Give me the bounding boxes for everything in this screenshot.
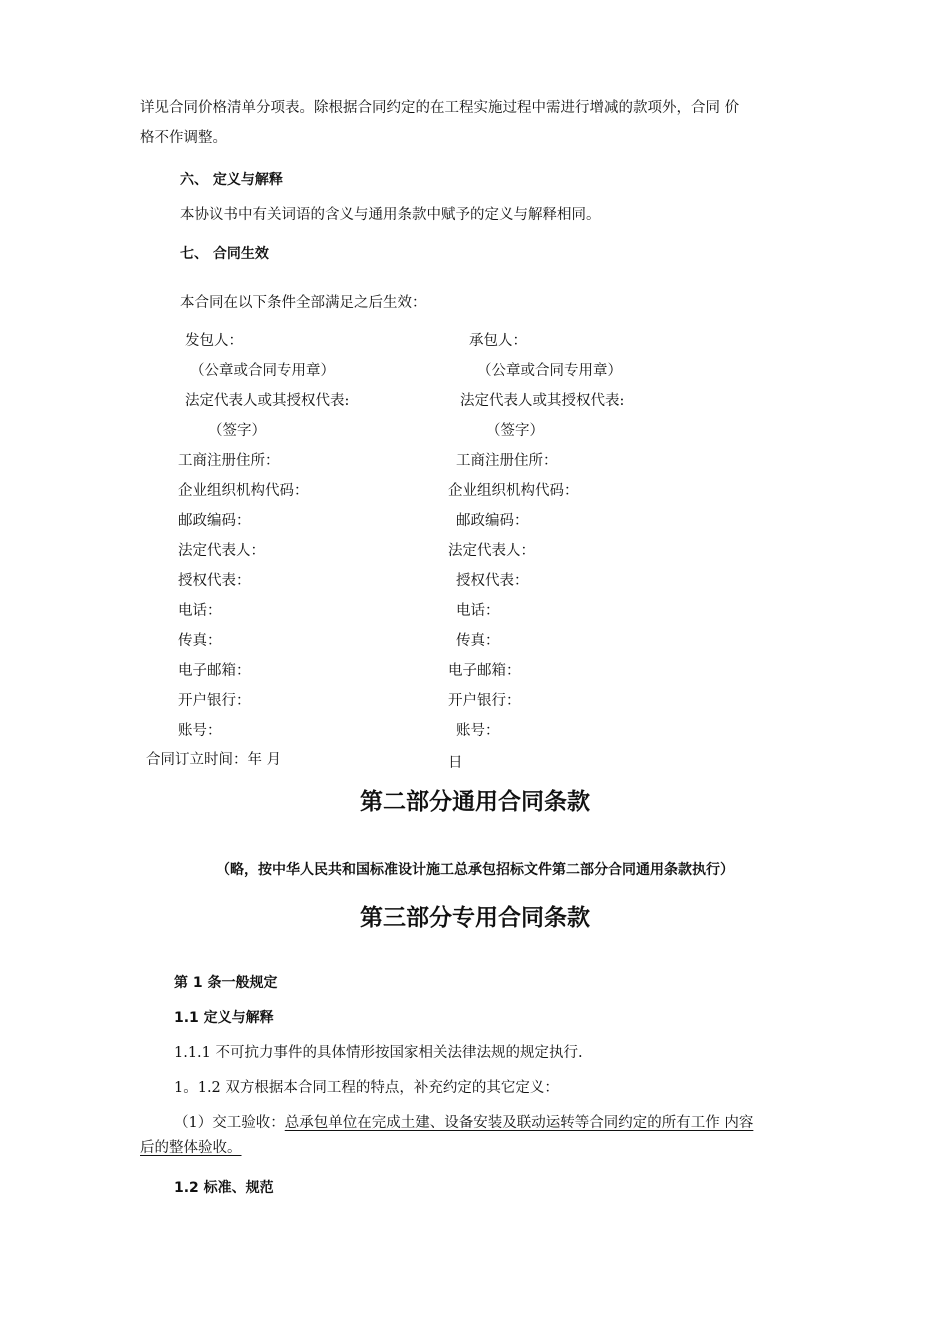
- employer-fax: 传真：: [178, 633, 222, 649]
- contractor-bank: 开户银行：: [448, 693, 521, 709]
- contractor-auth-rep: 授权代表：: [456, 573, 529, 589]
- item-1-line-2: 后的整体验收。: [140, 1140, 242, 1156]
- contractor-sign: （签字）: [486, 423, 544, 439]
- contractor-seal: （公章或合同专用章）: [477, 363, 622, 379]
- contractor-address: 工商注册住所：: [456, 453, 558, 469]
- contractor-account: 账号：: [456, 723, 500, 739]
- part-2-note: （略，按中华人民共和国标准设计施工总承包招标文件第二部分合同通用条款执行）: [216, 862, 734, 878]
- section-6-body: 本协议书中有关词语的含义与通用条款中赋予的定义与解释相同。: [180, 207, 601, 223]
- signing-day: 日: [448, 755, 463, 771]
- contractor-fax: 传真：: [456, 633, 500, 649]
- employer-bank: 开户银行：: [178, 693, 251, 709]
- clause-1-2-title: 1.2 标准、规范: [174, 1180, 274, 1196]
- employer-seal: （公章或合同专用章）: [190, 363, 335, 379]
- employer-postcode: 邮政编码：: [178, 513, 251, 529]
- signing-time: 合同订立时间：年 月: [146, 752, 282, 768]
- employer-legal-rep: 法定代表人：: [178, 543, 265, 559]
- item-1-definition: 总承包单位在完成土建、设备安装及联动运转等合同约定的所有工作 内容: [284, 1115, 754, 1131]
- section-6-title: 六、 定义与解释: [180, 172, 283, 188]
- part-3-title: 第三部分专用合同条款: [360, 905, 590, 931]
- intro-line-2: 格不作调整。: [140, 130, 227, 146]
- clause-1-1-1: 1.1.1 不可抗力事件的具体情形按国家相关法律法规的规定执行.: [174, 1045, 583, 1061]
- employer-org-code: 企业组织机构代码：: [178, 483, 309, 499]
- article-1-title: 第 1 条一般规定: [174, 975, 278, 991]
- employer-sign: （签字）: [208, 423, 266, 439]
- employer-email: 电子邮箱：: [178, 663, 251, 679]
- section-7-title: 七、 合同生效: [180, 246, 269, 262]
- contractor-email: 电子邮箱：: [448, 663, 521, 679]
- item-1-label: （1）交工验收：: [174, 1115, 285, 1131]
- contractor-postcode: 邮政编码：: [456, 513, 529, 529]
- contractor-legal-rep: 法定代表人：: [448, 543, 535, 559]
- part-2-title: 第二部分通用合同条款: [360, 789, 590, 815]
- intro-line-1: 详见合同价格清单分项表。除根据合同约定的在工程实施过程中需进行增减的款项外，合同 价: [140, 100, 740, 116]
- employer-auth-rep: 授权代表：: [178, 573, 251, 589]
- item-1-line-1: [174, 1113, 753, 1133]
- employer-label: 发包人：: [185, 333, 243, 349]
- contractor-phone: 电话：: [456, 603, 500, 619]
- employer-address: 工商注册住所：: [178, 453, 280, 469]
- employer-rep: 法定代表人或其授权代表:: [185, 393, 350, 409]
- contractor-org-code: 企业组织机构代码：: [448, 483, 579, 499]
- section-7-body: 本合同在以下条件全部满足之后生效：: [180, 295, 427, 311]
- contractor-rep: 法定代表人或其授权代表:: [460, 393, 625, 409]
- contractor-label: 承包人：: [469, 333, 527, 349]
- employer-phone: 电话：: [178, 603, 222, 619]
- employer-account: 账号：: [178, 723, 222, 739]
- clause-1-1-title: 1.1 定义与解释: [174, 1010, 274, 1026]
- clause-1-1-2: 1。1.2 双方根据本合同工程的特点，补充约定的其它定义：: [174, 1080, 559, 1096]
